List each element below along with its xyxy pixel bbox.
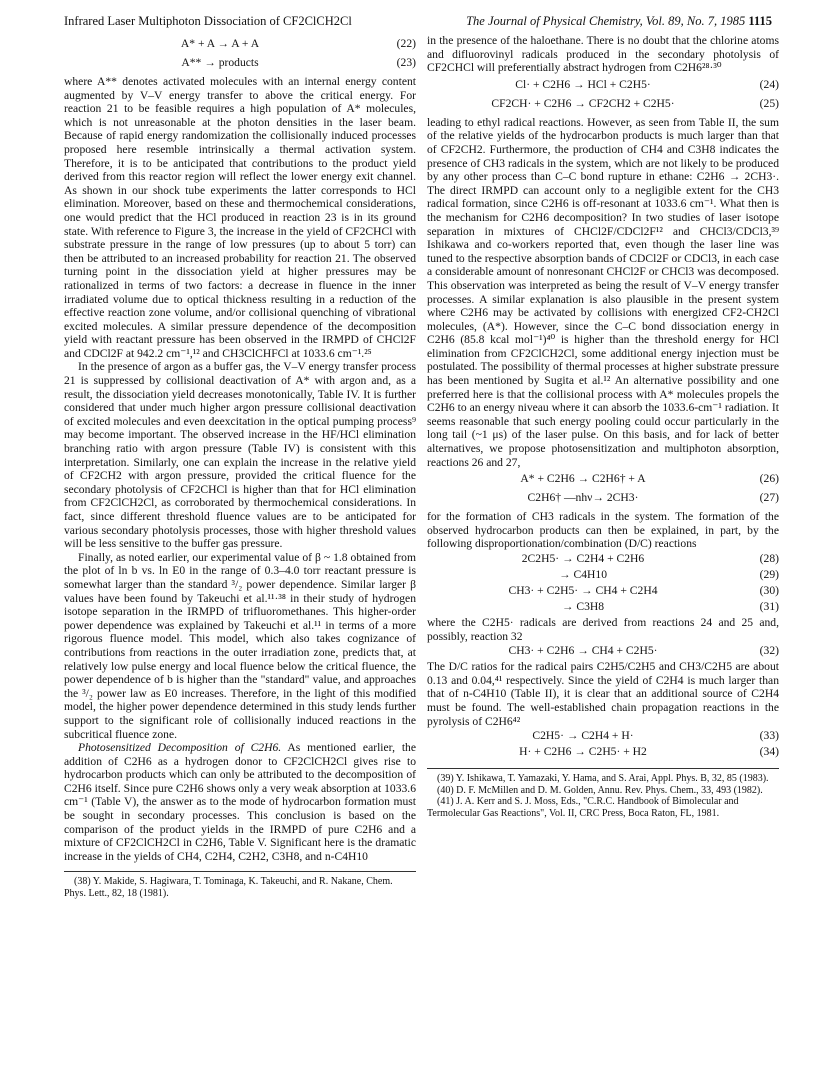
equation-34: H· + C2H6 → C2H5· + H2 (34) <box>519 745 779 759</box>
equation-24: Cl· + C2H6 → HCl + C2H5· (24) <box>515 77 779 91</box>
running-header <box>64 14 772 36</box>
equation-27: C2H6† —nhν→ 2CH3· (27) <box>527 491 779 505</box>
paragraph: Photosensitized Decomposition of C2H6. As mentioned earlier, the addition of C2H6 as a hydrogen donor to CF2ClCH2Cl gives rise to hydrocarbon products which can only be attributed to the decomposition of C2H6 itself. Since pure C2H6 shows only a very weak absorption at 1033.6 cm⁻¹ (Table V), the answer as to the mode of hydrocarbon formation must be sought in secondary processes. This conclusion is based on the comparison of the product yields in the IRMPD of pure C2H6 and a mixture of CF2ClCH2Cl in C2H6, Table V. Significant here is the dramatic increase in the yields of CH4, C2H4, C2H2, C3H8, and n-C4H10 <box>64 741 416 863</box>
paragraph: where the C2H5· radicals are derived from reactions 24 and 25 and, possibly, reaction 32 <box>427 616 779 643</box>
equation-30: CH3· + C2H5· → CH4 + C2H4 (30) <box>508 584 779 597</box>
paragraph: for the formation of CH3 radicals in the system. The formation of the observed hydrocarbon products can then be explained, in part, by the following disproportionation/combination (D/C) reactions <box>427 510 779 551</box>
footnote-41: (41) J. A. Kerr and S. J. Moss, Eds., "C.R.C. Handbook of Bimolecular and Termolecular Gas Reactions", Vol. II, CRC Press, Boca Raton, FL, 1981. <box>427 796 739 819</box>
right-column <box>427 34 779 819</box>
section-heading: Photosensitized Decomposition of C2H6. <box>78 741 282 755</box>
paragraph: in the presence of the haloethane. There is no doubt that the chlorine atoms and difluorovinyl radicals produced in the secondary photolysis of CF2CHCl will preferentially abstract hydrogen from C2H6²⁸·³⁰ <box>427 34 779 75</box>
footnote-39: (39) Y. Ishikawa, T. Yamazaki, Y. Hama, and S. Arai, Appl. Phys. B, 32, 85 (1983). <box>437 773 769 785</box>
equation-32: CH3· + C2H6 → CH4 + C2H5· (32) <box>508 644 779 658</box>
footnote-38: (38) Y. Makide, S. Hagiwara, T. Tominaga, K. Takeuchi, and R. Nakane, Chem. Phys. Lett., 82, 18 (1981). <box>64 876 393 899</box>
equation-25: CF2CH· + C2H6 → CF2CH2 + C2H5· (25) <box>491 96 779 110</box>
equation-31: → C3H8 (31) <box>561 600 779 613</box>
footnotes <box>427 768 779 819</box>
running-title: Infrared Laser Multiphoton Dissociation of CF2ClCH2Cl <box>64 14 352 28</box>
paragraph: The D/C ratios for the radical pairs C2H5/C2H5 and CH3/C2H5 are about 0.13 and 0.04,⁴¹ respectively. Since the yield of C2H4 is much larger than that of n-C4H10 (Table II), it is clear that an additional source of C2H4 must be found. The well-established chain propagation reactions in the pyrolysis of C2H6⁴² <box>427 660 779 728</box>
footnotes <box>64 871 416 899</box>
equation-23: A** → products (23) <box>181 56 416 69</box>
paragraph: where A** denotes activated molecules with an internal energy content augmented by V–V energy transfer to above the critical energy. For reaction 21 to be feasible requires a high population of A* molecules, which is not unreasonable at the photon densities in the laser beam. Because of rapid energy randomization the collisionally induced processes proposed here resemble intrinsically a thermal activation system. Therefore, it is to be anticipated that contributions to the product yield derived from this reactor region will reflect the lower energy exit channel. As shown in our shock tube experiments the latter corresponds to HCl elimination. Moreover, based on these and thermochemical considerations, one would predict that the HCl produced in reaction 23 is in its ground state. With reference to Figure 3, the increase in the yield of CF2CHCl with substrate pressure in the range of low pressures (up to about 5 torr) can then be attributed to an increased probability for reaction 21. The observed turning point in the dissociation yield at higher pressures may be rationalized in terms of two factors: a decrease in fluence in the inner irradiated volume due to optical thickness resulting in a reduction of the effective reaction zone volume, and/or collisional quenching of vibrational excited molecules. A similar pressure dependence of the decomposition yield with reactant pressure has been observed in the IRMPD of CHCl2F and CDCl2F at 942.2 cm⁻¹,¹² and CH3ClCHFCl at 1033.6 cm⁻¹.²⁵ <box>64 75 416 360</box>
page-number: 1115 <box>748 14 772 28</box>
left-column <box>64 34 416 899</box>
equation-26: A* + C2H6 → C2H6† + A (26) <box>520 472 779 486</box>
journal-citation: The Journal of Physical Chemistry, Vol. 89, No. 7, 1985 1115 <box>466 14 772 28</box>
equation-28: 2C2H5· → C2H4 + C2H6 (28) <box>521 552 779 565</box>
paragraph: leading to ethyl radical reactions. However, as seen from Table II, the sum of the relative yields of the hydrocarbon products is much larger than that of CF2CH2. Furthermore, the production of CH4 and C3H8 indicates the presence of CH3 radicals in the system, which are not likely to be produced by any other process than C–C bond rupture in ethane: C2H6 → 2CH3·. The direct IRMPD can account only to a negligible extent for the CH3 radical formation, since C2H6 is off-resonant at 1033.6 cm⁻¹. What then is the mechanism for C2H6 decomposition? In two studies of laser isotope separation in mixtures of CHCl2F/CDCl2F¹² and CHCl3/CDCl3,³⁹ Ishikawa and co-workers reported that, even though the laser line was tuned to the respective absorption bands of CDCl2F or CDCl3, in each case a considerable amount of nonresonant CHCl2F or CHCl3 was decomposed. This observation was interpreted as being the result of V–V energy transfer processes. A similar explanation is also plausible in the present system where C2H6 may be activated by collisions with energized CF2-CH2Cl molecules, (A*). However, since the C–C bond dissociation energy in C2H6 (85.8 kcal mol⁻¹)⁴⁰ is higher than the threshold energy for HCl elimination from CF2ClCH2Cl, some additional energy injection must be postulated. The possibility of thermal processes at higher substrate pressure has been mentioned by Sugita et al.¹² An alternative possibility and one preferred here is that the collisional process with A* molecules propels the C2H6 to an energy niveau where it can absorb the 1033.6-cm⁻¹ radiation. It seems reasonable that such energy pooling could occur particularly in the long tail (~1 μs) of the laser pulse. On this basis, and for lack of better alternatives, we propose photosensitization and multiphoton absorption, reactions 26 and 27, <box>427 115 779 469</box>
equation-29: → C4H10 (29) <box>559 568 779 581</box>
equation-22: A* + A → A + A (22) <box>180 37 416 50</box>
paragraph: Finally, as noted earlier, our experimental value of β ~ 1.8 obtained from the plot of ln b vs. ln E0 in the range of 0.3–4.0 torr reactant pressure is somewhat larger than the standard ³/₂ power dependence. Similar larger β values have been found by Takeuchi et al.¹¹·³⁸ in their study of hydrogen isotope separation in the IRMPD of trifluoromethanes. This higher-order power dependence was explained by Takeuchi et al.¹¹ in terms of a more rigorous fluence model. This model, which also takes cognizance of contributions from reactions in the outer irradiation zone, predicts that, at relatively low pulse energy and local fluence below the critical fluence, the power dependence of b is higher than the "standard" value, and approaches the ³/₂ power law as E0 increases. Therefore, in the light of this modified model, the higher power dependence determined in this study lends further support to the significant role of collisionally induced reactions in the subcritical fluence zone. <box>64 550 416 741</box>
paragraph: In the presence of argon as a buffer gas, the V–V energy transfer process 21 is suppressed by collisional deactivation of A* with argon and, as a result, the dissociation yield decreases monotonically, Table IV. It is further considered that under much higher argon pressure collisional deactivation of excited molecules and even deexcitation in the optical pumping process⁹ may become important. The observed increase in the HF/HCl elimination branching ratio with argon pressure (Table IV) is consistent with this interpretation. Similarly, one can explain the increase in the relative yield of CF2CH2 with argon pressure, provided the critical fluence for the secondary photolysis of CF2CHCl is higher than that for HCl elimination from CF2ClCH2Cl, as corroborated by thermochemical considerations. In fact, since different threshold fluence values are to be anticipated for various secondary photolysis processes, those with higher threshold values will be less sensitive to the buffer gas pressure. <box>64 360 416 551</box>
equation-33: C2H5· → C2H4 + H· (33) <box>532 729 779 743</box>
footnote-40: (40) D. F. McMillen and D. M. Golden, Annu. Rev. Phys. Chem., 33, 493 (1982). <box>437 784 763 796</box>
